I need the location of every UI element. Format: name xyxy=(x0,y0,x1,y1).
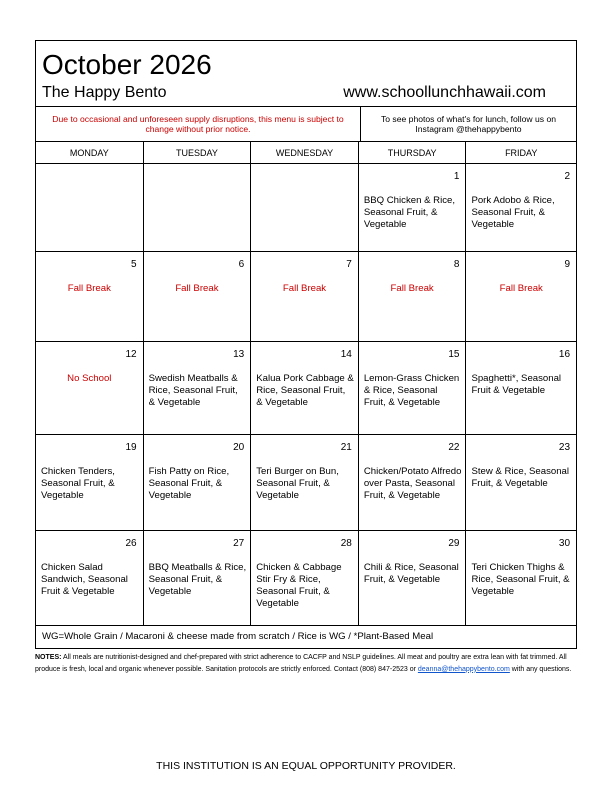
meal-description: Pork Adobo & Rice, Seasonal Fruit, & Vegetable xyxy=(471,195,555,230)
day-cell xyxy=(36,531,144,625)
weekday-thursday: THURSDAY xyxy=(359,142,467,163)
week-row xyxy=(36,252,576,342)
menu-calendar xyxy=(35,40,577,649)
contact-email-link[interactable]: deanna@thehappybento.com xyxy=(417,665,510,673)
day-cell xyxy=(36,252,144,341)
day-cell xyxy=(251,164,359,251)
day-cell xyxy=(144,531,252,625)
day-number: 14 xyxy=(340,349,352,360)
legend: WG=Whole Grain / Macaroni & cheese made from scratch / Rice is WG / *Plant-Based Meal xyxy=(36,626,576,649)
meal-description: Chicken & Cabbage Stir Fry & Rice, Seasonal Fruit, & Vegetable xyxy=(256,562,342,609)
notes-label: NOTES: xyxy=(35,654,62,661)
day-cell xyxy=(359,342,467,434)
day-cell xyxy=(359,164,467,251)
day-number: 7 xyxy=(346,259,352,270)
website-url: www.schoollunchhawaii.com xyxy=(343,84,546,101)
day-number: 30 xyxy=(558,538,571,549)
day-number: 27 xyxy=(233,538,245,549)
meal-description: Stew & Rice, Seasonal Fruit, & Vegetable xyxy=(471,466,570,489)
meal-description: BBQ Meatballs & Rice, Seasonal Fruit, & Vegetable xyxy=(148,562,247,597)
day-number: 8 xyxy=(453,259,460,270)
day-number: 16 xyxy=(558,349,571,360)
notes-tail: with any questions. xyxy=(509,665,572,673)
meal-description: Chili & Rice, Seasonal Fruit, & Vegetable xyxy=(363,562,459,585)
meal-description: Chicken Tenders, Seasonal Fruit, & Vegetable xyxy=(41,466,115,501)
weekday-tuesday: TUESDAY xyxy=(144,142,252,163)
meal-description: BBQ Chicken & Rice, Seasonal Fruit, & Vegetable xyxy=(363,195,456,230)
day-cell xyxy=(36,164,144,251)
week-row xyxy=(36,342,576,435)
day-number: 19 xyxy=(125,442,137,453)
day-number: 5 xyxy=(131,259,137,270)
day-cell xyxy=(251,531,359,625)
day-cell xyxy=(144,435,252,530)
day-number: 2 xyxy=(564,171,571,182)
week-row xyxy=(36,164,576,252)
day-cell xyxy=(466,164,576,251)
day-cell xyxy=(359,252,467,341)
meal-description: Fish Patty on Rice, Seasonal Fruit, & Vegetable xyxy=(148,466,230,501)
day-number: 6 xyxy=(238,259,245,270)
day-cell xyxy=(466,531,576,625)
instagram-notice: To see photos of what's for lunch, follow us on Instagram @thehappybento xyxy=(380,114,557,134)
day-number: 1 xyxy=(453,171,460,182)
notice-row xyxy=(36,107,576,142)
day-number: 20 xyxy=(233,442,245,453)
calendar-weeks xyxy=(36,164,576,626)
day-number: 9 xyxy=(564,259,571,270)
weekday-friday: FRIDAY xyxy=(505,148,538,158)
vendor-name: The Happy Bento xyxy=(42,84,167,101)
day-cell xyxy=(359,531,467,625)
holiday-label: Fall Break xyxy=(175,283,219,294)
day-number: 21 xyxy=(340,442,352,453)
day-cell xyxy=(251,435,359,530)
meal-description: Spaghetti*, Seasonal Fruit & Vegetable xyxy=(471,373,562,396)
day-number: 28 xyxy=(340,538,352,549)
weekday-header-row xyxy=(36,142,576,164)
holiday-label: Fall Break xyxy=(499,283,543,294)
day-cell xyxy=(144,342,252,434)
day-number: 13 xyxy=(233,349,245,360)
day-cell xyxy=(144,252,252,341)
equal-opportunity-statement: THIS INSTITUTION IS AN EQUAL OPPORTUNITY PROVIDER. xyxy=(156,760,456,772)
day-cell xyxy=(466,342,576,434)
meal-description: Kalua Pork Cabbage & Rice, Seasonal Fruit, & Vegetable xyxy=(256,373,354,408)
day-number: 22 xyxy=(448,442,460,453)
day-number: 12 xyxy=(125,349,137,360)
day-cell xyxy=(359,435,467,530)
notes-text: All meals are nutritionist-designed and chef-prepared with strict adherence to CACFP and NSLP guidelines. All meat and poultry are extra lean with fat trimmed. All produce is fresh, local and organic whenever possible. Sanitation protocols are strictly enforced. Contact (808) 847-2523 or xyxy=(35,654,567,673)
meal-description: Chicken Salad Sandwich, Seasonal Fruit & Vegetable xyxy=(41,562,128,597)
holiday-label: Fall Break xyxy=(67,283,111,294)
day-number: 29 xyxy=(448,538,460,549)
meal-description: Chicken/Potato Alfredo over Pasta, Seasonal Fruit, & Vegetable xyxy=(363,466,462,501)
notes-section xyxy=(35,652,577,675)
day-cell xyxy=(466,435,576,530)
calendar-header xyxy=(36,41,576,107)
day-cell xyxy=(251,252,359,341)
meal-description: Swedish Meatballs & Rice, Seasonal Fruit, & Vegetable xyxy=(148,373,238,408)
holiday-label: No School xyxy=(67,373,112,384)
holiday-label: Fall Break xyxy=(390,283,434,294)
weekday-wednesday: WEDNESDAY xyxy=(251,142,359,163)
week-row xyxy=(36,531,576,626)
meal-description: Teri Chicken Thighs & Rice, Seasonal Fruit, & Vegetable xyxy=(471,562,570,597)
month-title: October 2026 xyxy=(42,49,212,80)
day-number: 26 xyxy=(125,538,137,549)
meal-description: Lemon-Grass Chicken & Rice, Seasonal Fruit, & Vegetable xyxy=(363,373,460,408)
weekday-monday: MONDAY xyxy=(36,142,144,163)
day-cell xyxy=(251,342,359,434)
week-row xyxy=(36,435,576,531)
meal-description: Teri Burger on Bun, Seasonal Fruit, & Vegetable xyxy=(256,466,339,501)
holiday-label: Fall Break xyxy=(282,283,327,294)
day-number: 23 xyxy=(558,442,571,453)
day-cell xyxy=(36,342,144,434)
day-cell xyxy=(144,164,252,251)
day-number: 15 xyxy=(448,349,460,360)
supply-disclaimer: Due to occasional and unforeseen supply disruptions, this menu is subject to change without prior notice. xyxy=(36,107,361,141)
day-cell xyxy=(36,435,144,530)
day-cell xyxy=(466,252,576,341)
